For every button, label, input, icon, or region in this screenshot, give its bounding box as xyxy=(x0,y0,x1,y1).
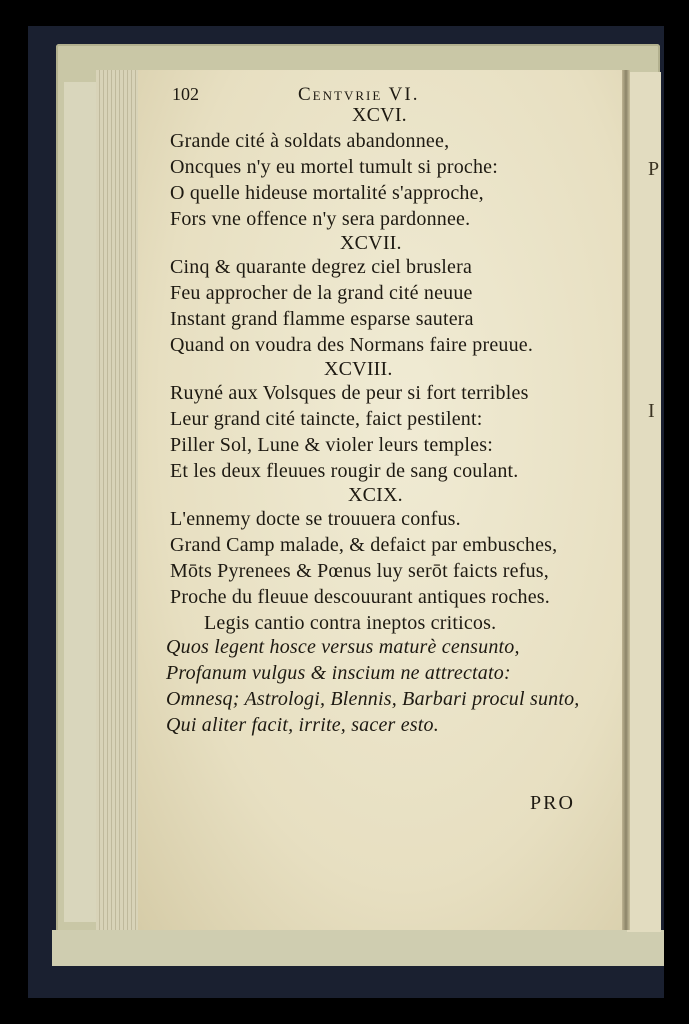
verse-line: L'ennemy docte se trouuera confus. xyxy=(170,508,461,530)
verse-line: Leur grand cité taincte, faict pestilent: xyxy=(170,408,483,430)
verse-line: Grand Camp malade, & defaict par embusches, xyxy=(170,534,558,556)
cover-bottom-edge xyxy=(52,930,664,966)
stanza-numeral: XCVIII. xyxy=(324,358,393,380)
verse-line: Feu approcher de la grand cité neuue xyxy=(170,282,473,304)
stanza-numeral: XCVI. xyxy=(352,104,407,126)
page-number: 102 xyxy=(172,84,199,104)
verse-line: Et les deux fleuues rougir de sang coulant. xyxy=(170,460,519,482)
left-binding-flap xyxy=(64,82,98,922)
facing-page xyxy=(627,72,661,932)
legis-line: Profanum vulgus & inscium ne attrectato: xyxy=(166,662,511,684)
facing-page-fragment: P xyxy=(648,158,660,180)
verse-line: Quand on voudra des Normans faire preuue. xyxy=(170,334,534,356)
stanza-numeral: XCVII. xyxy=(340,232,402,254)
verse-line: Piller Sol, Lune & violer leurs temples: xyxy=(170,434,493,456)
verse-line: Cinq & quarante degrez ciel bruslera xyxy=(170,256,473,278)
verse-line: Proche du fleuue descouurant antiques roches. xyxy=(170,586,550,608)
legis-line: Quos legent hosce versus maturè censunto, xyxy=(166,636,520,658)
book-page xyxy=(138,70,624,930)
verse-line: Grande cité à soldats abandonnee, xyxy=(170,130,450,152)
verse-line: Fors vne offence n'y sera pardonnee. xyxy=(170,208,471,230)
legis-line: Qui aliter facit, irrite, sacer esto. xyxy=(166,714,439,736)
verse-line: Mōts Pyrenees & Pœnus luy serōt faicts refus, xyxy=(170,560,549,582)
facing-page-fragment: I xyxy=(648,400,655,422)
stanza-numeral: XCIX. xyxy=(348,484,403,506)
verse-line: Oncques n'y eu mortel tumult si proche: xyxy=(170,156,499,178)
verse-line: O quelle hideuse mortalité s'approche, xyxy=(170,182,484,204)
legis-title: Legis cantio contra ineptos criticos. xyxy=(204,612,497,634)
page-edges xyxy=(96,70,142,930)
verse-line: Instant grand flamme esparse sautera xyxy=(170,308,474,330)
book-gutter xyxy=(622,70,630,930)
legis-line: Omnesq; Astrologi, Blennis, Barbari procul sunto, xyxy=(166,688,580,710)
verse-line: Ruyné aux Volsques de peur si fort terribles xyxy=(170,382,529,404)
catchword: PRO xyxy=(530,792,575,814)
running-title: Centvrie VI. xyxy=(298,84,420,105)
